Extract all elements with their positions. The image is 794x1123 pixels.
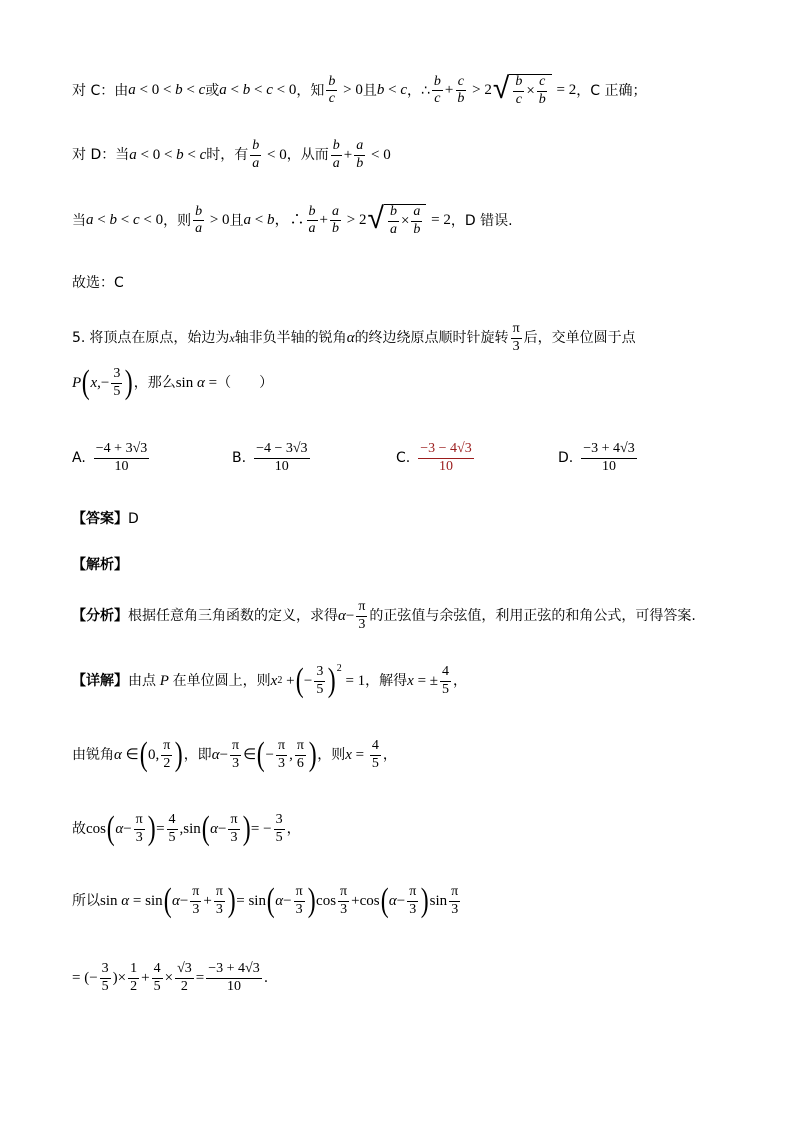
step-5-line: = (− $\frac{3}{5}$ )× $\frac{1}{2}$ + $\frac{4}{5}$ × $\frac{√3}{2}$ = $\frac{-3 + 4√3}{10}$ . (72, 961, 269, 994)
selection-line (72, 276, 124, 290)
answer-tag: 【答案】 (72, 511, 128, 527)
step2-text-1: 由锐角 (72, 747, 114, 763)
question-blank: （ ） (217, 375, 274, 391)
option-b-label: B. (232, 450, 247, 467)
step-2-line: 由锐角 α ∈ ( 0, $\frac{\pi}{2}$ ) ，即 α − $\frac{\pi}{3}$ ∈ ( − $\frac{\pi}{3}$ , $\frac{\pi}{6}$ ) ，则 x = $\frac{4}{5}$ ， (72, 736, 397, 773)
analysis-line: 【分析】 根据任意角三角函数的定义，求得 α − $\frac{\pi}{3}$ 的正弦值与余弦值，利用正弦的和角公式，可得答案. (72, 599, 696, 632)
line-d2-lead: 当 (72, 212, 86, 229)
step-3-line: 故 cos ( α − $\frac{\pi}{3}$ ) = $\frac{4}{5}$ ,sin ( α − $\frac{\pi}{3}$ ) = − $\frac{3}{5}$ ， (72, 810, 301, 847)
line-c-or: 或 (205, 82, 220, 99)
therefore-symbol: ∴ (420, 82, 430, 99)
line-c-know: ，知 (296, 82, 325, 99)
question-text-2: 轴非负半轴的锐角 (234, 330, 347, 347)
step3-comma: ， (286, 821, 301, 837)
option-b-value: $\frac{-4 - 3√3}{10}$ (256, 441, 308, 474)
frac-pi-over-3: $\frac{\pi}{3}$ (512, 321, 520, 354)
option-a[interactable] (72, 442, 151, 474)
detail-line: 【详解】 由点 P 在单位圆上，则 x 2 + ( − $\frac{3}{5}$ ) $^2$ = 1 ，解得 x = ± $\frac{4}{5}$ ， (72, 662, 468, 699)
selection-text: 故选：C (72, 275, 124, 291)
detail-text-2: 在单位圆上，则 (172, 673, 271, 689)
option-d[interactable] (558, 442, 639, 474)
step4-text-1: 所以 (72, 893, 100, 909)
step-4-line: 所以 sin α = sin ( α − $\frac{\pi}{3}$ + $\frac{\pi}{3}$ ) = sin ( α − $\frac{\pi}{3}$ ) cos $\frac{\pi}{3}$ +cos ( α − $\frac{\pi}{3}$ ) sin $\frac{\pi}{3}$ (72, 882, 459, 919)
line-c-comma: ， (406, 82, 421, 99)
question-text-4: 后，交单位圆于点 (523, 330, 636, 347)
line-option-c-analysis: 对 C：由 a < 0 < b < c 或 a < b < c < 0 ，知 $\frac{b}{c}$ > 0 且 b < c ， ∴ $\frac{b}{c}$ + $\frac{c}{b}$ > 2 √ $\frac{b}{c}$ × $\frac{c}{b}$ = 2 ，C 正确； (72, 71, 647, 107)
math-ineq-1: a (128, 82, 136, 99)
question-text-3: 的终边绕原点顺时针旋转 (354, 330, 509, 347)
option-c-label: C. (396, 450, 411, 467)
step2-text-2: ，即 (183, 747, 212, 763)
detail-text-1: 由点 (128, 673, 156, 689)
frac-b-over-c: $\frac{b}{c}$ (328, 73, 336, 107)
line-c-lead: 对 C：由 (72, 82, 129, 99)
question-text-1: 将顶点在原点，始边为 (89, 330, 230, 347)
line-d-lead: 对 D：当 (72, 147, 130, 164)
line-d-when: 时，有 (206, 147, 249, 164)
analysis-text-2: 的正弦值与余弦值，利用正弦的和角公式，可得答案. (369, 608, 696, 625)
option-d-value: $\frac{-3 + 4√3}{10}$ (583, 441, 635, 474)
frac-b-over-c-2: $\frac{b}{c}$ (433, 73, 441, 107)
line-d-from: ，从而 (286, 147, 329, 164)
step2-comma: ， (382, 747, 397, 763)
line-d2-conclusion: ，D 错误. (450, 212, 513, 229)
detail-comma: ， (453, 673, 468, 689)
option-c[interactable] (396, 442, 476, 474)
line-c-and: 且 (362, 82, 377, 99)
line-c-conclusion: ，C 正确； (576, 82, 647, 99)
frac-c-over-b: $\frac{c}{b}$ (457, 73, 465, 107)
frac-b-over-a: $\frac{b}{a}$ (252, 138, 260, 171)
answer-value: D (128, 511, 139, 527)
answer-line (72, 512, 139, 526)
line-d2-and: 且 (229, 212, 244, 229)
option-d-label: D. (558, 450, 574, 467)
analysis-header (72, 558, 128, 572)
line-d2-then: ，则 (163, 212, 192, 229)
sqrt-expression-c: √ $\frac{b}{c}$ × $\frac{c}{b}$ (493, 74, 552, 107)
detail-text-3: ，解得 (365, 673, 408, 689)
option-c-value: $\frac{-3 - 4√3}{10}$ (420, 441, 472, 474)
line-option-d-analysis: 对 D：当 a < 0 < b < c 时，有 $\frac{b}{a}$ < 0 ，从而 $\frac{b}{a}$ + $\frac{a}{b}$ < 0 (72, 138, 391, 171)
question-text-5: ，那么 (133, 375, 176, 391)
option-a-label: A. (72, 450, 86, 467)
question-number: 5. (72, 330, 86, 347)
step5-period: . (263, 970, 269, 987)
analysis-label: 【分析】 (72, 608, 128, 625)
sqrt-expression-d: √ $\frac{b}{a}$ × $\frac{a}{b}$ (367, 204, 426, 237)
question-5-line-2: P ( x ,− $\frac{3}{5}$ ) ，那么 sin α = （ ） (72, 364, 274, 401)
step2-text-3: ，则 (317, 747, 346, 763)
option-a-value: $\frac{-4 + 3√3}{10}$ (95, 441, 148, 474)
question-5-line-1: 5. 将顶点在原点，始边为 x 轴非负半轴的锐角 α 的终边绕原点顺时针旋转 $\frac{\pi}{3}$ 后，交单位圆于点 (72, 321, 636, 354)
option-b[interactable] (232, 442, 312, 474)
detail-tag: 【详解】 (72, 673, 128, 689)
line-option-d-case2: 当 a < b < c < 0 ，则 $\frac{b}{a}$ > 0 且 a < b ，∴ $\frac{b}{a}$ + $\frac{a}{b}$ > 2 √ $\frac{b}{a}$ × $\frac{a}{b}$ = 2 ，D 错误. (72, 201, 513, 237)
step3-text-1: 故 (72, 821, 86, 837)
analysis-tag: 【解析】 (72, 557, 128, 573)
analysis-text-1: 根据任意角三角函数的定义，求得 (128, 608, 338, 625)
